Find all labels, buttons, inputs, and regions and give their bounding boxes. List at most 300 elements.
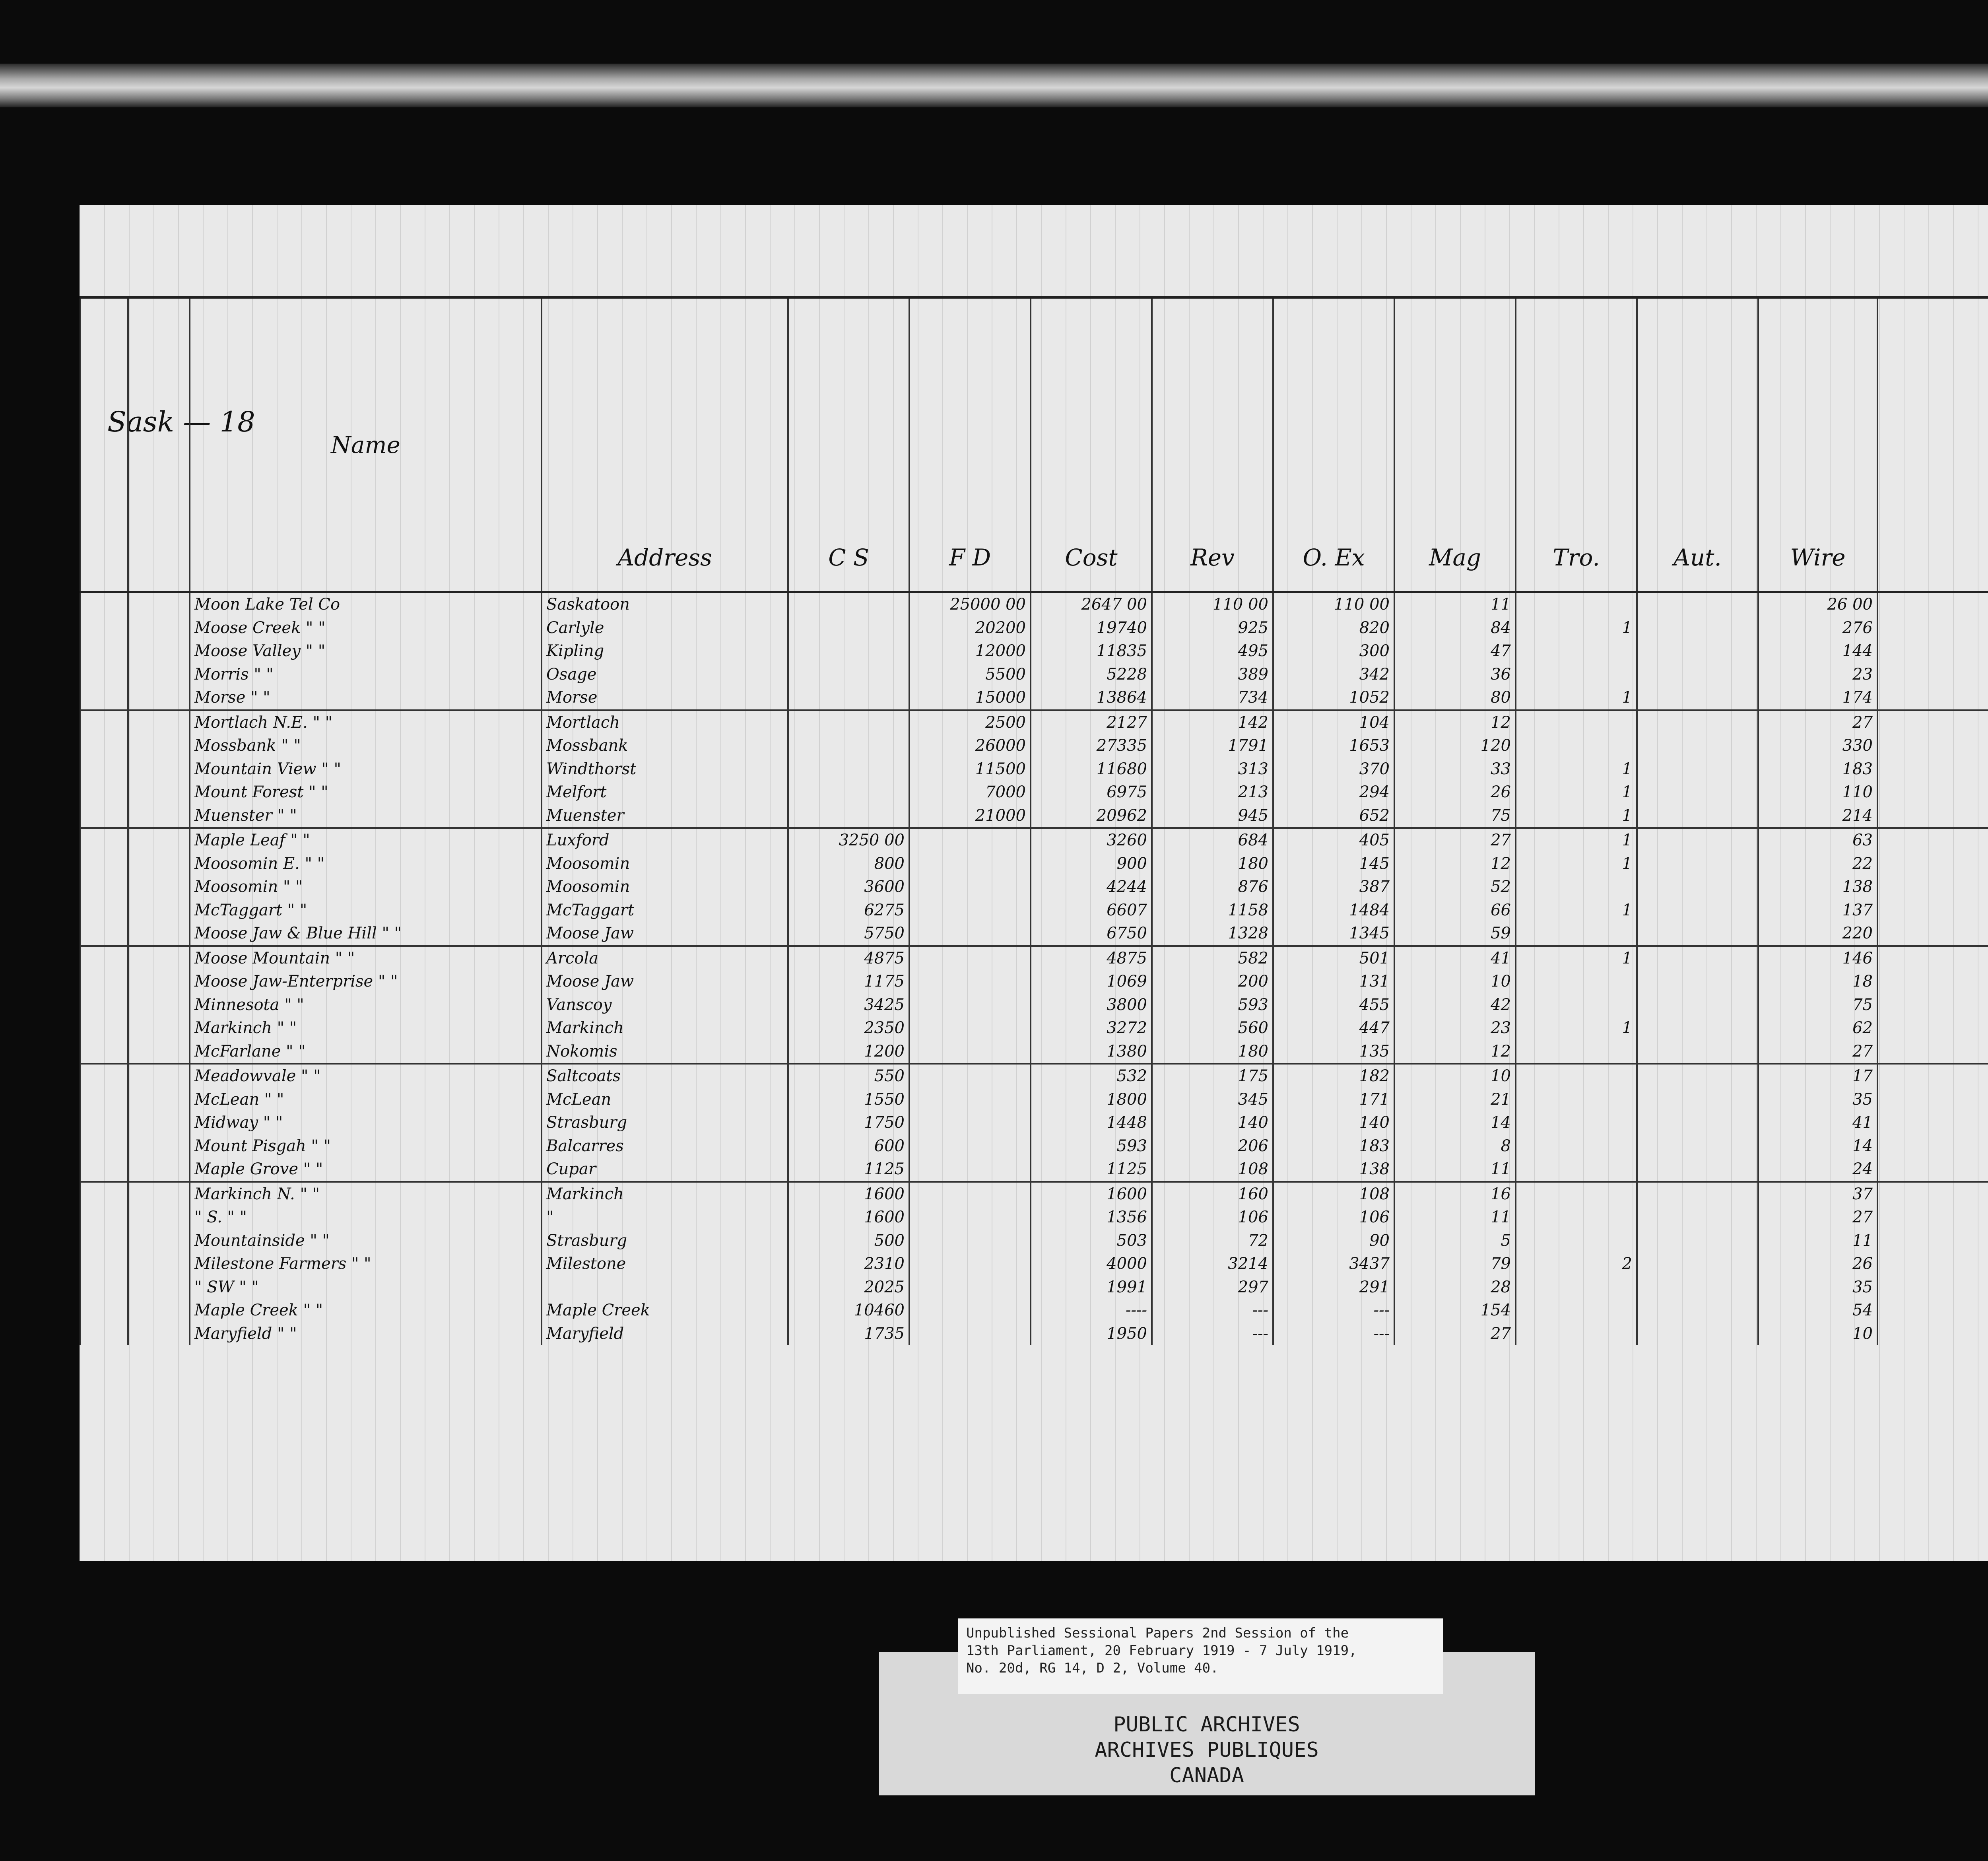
cell-name: Markinch N. " " [190,1182,542,1206]
cell-aut [1637,946,1758,970]
cell-name: Moose Mountain " " [190,946,542,970]
cell-rev: 180 [1152,852,1273,876]
cell-address: Strasburg [542,1111,788,1134]
cell-tro [1516,993,1637,1017]
cell-wire: 24 [1758,1158,1877,1182]
cell-rev: 876 [1152,875,1273,899]
cell-name: Moosomin " " [190,875,542,899]
cell-oex: 1653 [1273,734,1394,758]
ledger-row [80,734,1988,758]
cell-aut [1637,616,1758,640]
cell-tro [1516,639,1637,663]
ledger-margin-cell [1877,1322,1988,1346]
ledger-row [80,804,1988,828]
cell-address: Carlyle [542,616,788,640]
cell-mag: 66 [1394,899,1516,922]
cell-mag: 16 [1394,1182,1516,1206]
ledger-margin-cell [1877,946,1988,970]
cell-aut [1637,993,1758,1017]
ledger-margin-cell [1877,1040,1988,1064]
cell-tro [1516,875,1637,899]
ledger-margin-cell [1877,1182,1988,1206]
cell-rev: 140 [1152,1111,1273,1134]
column-header-address: Address [542,297,788,592]
cell-mag: 79 [1394,1252,1516,1276]
cell-mag: 27 [1394,828,1516,852]
cell-address: Moosomin [542,875,788,899]
cell-address: Saltcoats [542,1064,788,1088]
cell-cs [788,804,909,828]
cell-fd: 11500 [909,758,1031,781]
cell-cs [788,639,909,663]
cell-rev: 313 [1152,758,1273,781]
ledger-row [80,828,1988,852]
ledger-margin-cell [80,1229,128,1253]
cell-name: McLean " " [190,1088,542,1111]
cell-wire: 63 [1758,828,1877,852]
ledger-margin-cell [80,922,128,946]
cell-tro [1516,1134,1637,1158]
column-header-oex: O. Ex [1273,297,1394,592]
ledger-margin-cell [128,758,190,781]
cell-cost: 4875 [1031,946,1152,970]
cell-fd [909,1276,1031,1299]
cell-cs: 500 [788,1229,909,1253]
cell-wire: 27 [1758,1040,1877,1064]
cell-rev: 200 [1152,970,1273,993]
cell-oex: --- [1273,1299,1394,1322]
cell-name: Midway " " [190,1111,542,1134]
cell-address: McLean [542,1088,788,1111]
column-header-name: Name [190,297,542,592]
ledger-margin-cell [128,1088,190,1111]
cell-tro: 1 [1516,804,1637,828]
ledger-margin-cell [80,1206,128,1229]
cell-oex: 140 [1273,1111,1394,1134]
cell-cost: 3272 [1031,1016,1152,1040]
ledger-margin-cell [128,1158,190,1182]
cell-oex: 405 [1273,828,1394,852]
cell-oex: 820 [1273,616,1394,640]
ledger-margin-cell [1877,710,1988,734]
cell-cs: 1200 [788,1040,909,1064]
column-header-cs: C S [788,297,909,592]
cell-address: Markinch [542,1182,788,1206]
cell-cs: 4875 [788,946,909,970]
ledger-margin-cell [128,970,190,993]
cell-aut [1637,1158,1758,1182]
cell-aut [1637,1252,1758,1276]
cell-name: Morse " " [190,686,542,710]
cell-name: McFarlane " " [190,1040,542,1064]
cell-tro [1516,734,1637,758]
cell-wire: 144 [1758,639,1877,663]
ledger-margin-cell [80,1088,128,1111]
ledger-margin-cell [128,1252,190,1276]
cell-aut [1637,639,1758,663]
cell-cs: 2025 [788,1276,909,1299]
ledger-margin-cell [1877,663,1988,686]
cell-mag: 12 [1394,710,1516,734]
cell-address: Maryfield [542,1322,788,1346]
cell-address: Markinch [542,1016,788,1040]
cell-address: Balcarres [542,1134,788,1158]
cell-rev: 684 [1152,828,1273,852]
cell-rev: 160 [1152,1182,1273,1206]
cell-mag: 154 [1394,1299,1516,1322]
cell-aut [1637,663,1758,686]
column-header-wire: Wire [1758,297,1877,592]
cell-oex: --- [1273,1322,1394,1346]
cell-fd [909,1182,1031,1206]
cell-tro [1516,970,1637,993]
cell-rev: 180 [1152,1040,1273,1064]
cell-aut [1637,1016,1758,1040]
column-header-tro: Tro. [1516,297,1637,592]
cell-fd: 7000 [909,781,1031,804]
ledger-row [80,616,1988,640]
cell-cost: 2127 [1031,710,1152,734]
ledger-row [80,946,1988,970]
cell-aut [1637,1182,1758,1206]
cell-mag: 12 [1394,852,1516,876]
cell-cs: 1175 [788,970,909,993]
sheet-label: Sask — 18 [107,406,255,438]
ledger-margin-cell [1877,734,1988,758]
ledger-margin-cell [80,1322,128,1346]
ledger-margin-cell [1877,1276,1988,1299]
cell-oex: 447 [1273,1016,1394,1040]
ledger-margin-cell [1877,758,1988,781]
cell-cost: 4244 [1031,875,1152,899]
cell-fd: 25000 00 [909,592,1031,616]
cell-cs: 3250 00 [788,828,909,852]
cell-aut [1637,758,1758,781]
cell-cs: 550 [788,1064,909,1088]
cell-rev: 734 [1152,686,1273,710]
archive-stamp-line: PUBLIC ARCHIVES [1113,1713,1300,1737]
ledger-margin-cell [1877,828,1988,852]
ledger-margin-cell [80,852,128,876]
cell-name: " SW " " [190,1276,542,1299]
ledger-margin-cell [80,663,128,686]
cell-address: Melfort [542,781,788,804]
cell-oex: 171 [1273,1088,1394,1111]
ledger-margin-cell [1877,1016,1988,1040]
cell-aut [1637,734,1758,758]
cell-mag: 27 [1394,1322,1516,1346]
cell-aut [1637,592,1758,616]
cell-fd [909,1088,1031,1111]
cell-mag: 26 [1394,781,1516,804]
ledger-margin-cell [80,1158,128,1182]
cell-rev: 206 [1152,1134,1273,1158]
ledger-margin-cell [128,781,190,804]
cell-name: Moose Creek " " [190,616,542,640]
ledger-margin-cell [80,686,128,710]
cell-cost: ---- [1031,1299,1152,1322]
ledger-margin-cell [80,616,128,640]
cell-name: Moon Lake Tel Co [190,592,542,616]
cell-oex: 183 [1273,1134,1394,1158]
ledger-row [80,1252,1988,1276]
cell-rev: 1328 [1152,922,1273,946]
ledger-row [80,758,1988,781]
cell-fd [909,1299,1031,1322]
cell-cost: 1069 [1031,970,1152,993]
cell-oex: 455 [1273,993,1394,1017]
cell-cost: 1125 [1031,1158,1152,1182]
archive-slip-line: Unpublished Sessional Papers 2nd Session of the [966,1625,1349,1641]
cell-oex: 300 [1273,639,1394,663]
cell-tro: 2 [1516,1252,1637,1276]
archive-slip-line: No. 20d, RG 14, D 2, Volume 40. [966,1660,1219,1676]
cell-address: McTaggart [542,899,788,922]
cell-tro [1516,1064,1637,1088]
archive-stamp-line: ARCHIVES PUBLIQUES [1095,1738,1319,1762]
ledger-margin-cell [1877,1064,1988,1088]
cell-mag: 52 [1394,875,1516,899]
ledger-row [80,993,1988,1017]
cell-aut [1637,686,1758,710]
cell-cs: 2350 [788,1016,909,1040]
cell-rev: 72 [1152,1229,1273,1253]
cell-wire: 137 [1758,899,1877,922]
cell-oex: 1345 [1273,922,1394,946]
ledger-row [80,1322,1988,1346]
cell-aut [1637,1111,1758,1134]
ledger-margin-cell [128,804,190,828]
cell-cost: 532 [1031,1064,1152,1088]
cell-address: Milestone [542,1252,788,1276]
ledger-margin-cell [128,710,190,734]
cell-name: Meadowvale " " [190,1064,542,1088]
cell-rev: 108 [1152,1158,1273,1182]
cell-rev: --- [1152,1299,1273,1322]
ledger-row [80,1299,1988,1322]
cell-cost: 19740 [1031,616,1152,640]
cell-fd [909,1111,1031,1134]
ledger-margin-cell [128,946,190,970]
ledger-row [80,922,1988,946]
cell-address: Luxford [542,828,788,852]
ledger-row [80,852,1988,876]
cell-wire: 10 [1758,1322,1877,1346]
cell-wire: 23 [1758,663,1877,686]
column-header-rev: Rev [1152,297,1273,592]
cell-name: McTaggart " " [190,899,542,922]
archive-slip [958,1618,1443,1694]
ledger-margin-cell [1877,852,1988,876]
cell-oex: 370 [1273,758,1394,781]
cell-cs [788,758,909,781]
cell-mag: 10 [1394,970,1516,993]
archive-slip-line: 13th Parliament, 20 February 1919 - 7 July 1919, [966,1643,1357,1659]
cell-fd [909,1252,1031,1276]
ledger-margin-cell [1877,1229,1988,1253]
cell-name: Markinch " " [190,1016,542,1040]
cell-name: Moose Jaw-Enterprise " " [190,970,542,993]
cell-oex: 104 [1273,710,1394,734]
cell-rev: 110 00 [1152,592,1273,616]
cell-wire: 138 [1758,875,1877,899]
cell-cs: 2310 [788,1252,909,1276]
ledger-margin-cell [128,922,190,946]
ledger-margin-cell [80,758,128,781]
ledger-margin-cell [128,899,190,922]
ledger-row [80,1158,1988,1182]
ledger-margin-cell [80,970,128,993]
ledger-margin-cell [80,1064,128,1088]
ledger-margin-cell [128,1111,190,1134]
ledger-row [80,1088,1988,1111]
cell-address: Windthorst [542,758,788,781]
cell-name: Mossbank " " [190,734,542,758]
ledger-row [80,1134,1988,1158]
cell-mag: 11 [1394,1206,1516,1229]
column-header [1877,297,1988,592]
ledger-margin-cell [128,852,190,876]
cell-fd [909,1322,1031,1346]
cell-address: Osage [542,663,788,686]
ledger-margin-cell [1877,1206,1988,1229]
cell-mag: 8 [1394,1134,1516,1158]
cell-address: Strasburg [542,1229,788,1253]
ledger-margin-cell [1877,686,1988,710]
cell-tro [1516,1040,1637,1064]
ledger-margin-cell [128,616,190,640]
ledger-margin-cell [128,993,190,1017]
cell-cs [788,686,909,710]
cell-wire: 17 [1758,1064,1877,1088]
cell-tro [1516,1111,1637,1134]
cell-oex: 291 [1273,1276,1394,1299]
cell-wire: 146 [1758,946,1877,970]
cell-cost: 11835 [1031,639,1152,663]
column-header-fd: F D [909,297,1031,592]
cell-mag: 11 [1394,592,1516,616]
cell-cost: 20962 [1031,804,1152,828]
cell-name: Milestone Farmers " " [190,1252,542,1276]
ledger-margin-cell [128,592,190,616]
cell-name: Mortlach N.E. " " [190,710,542,734]
cell-cs: 1600 [788,1206,909,1229]
cell-cs: 600 [788,1134,909,1158]
ledger-row [80,781,1988,804]
cell-fd [909,1064,1031,1088]
cell-cost: 593 [1031,1134,1152,1158]
ledger-margin-cell [1877,1134,1988,1158]
cell-fd [909,1040,1031,1064]
cell-rev: 389 [1152,663,1273,686]
ledger-margin-cell [1877,1252,1988,1276]
cell-cost: 6750 [1031,922,1152,946]
ledger-margin-cell [1877,781,1988,804]
cell-cost: 4000 [1031,1252,1152,1276]
cell-wire: 35 [1758,1088,1877,1111]
ledger-margin-cell [80,1299,128,1322]
ledger-margin-cell [1877,1111,1988,1134]
cell-aut [1637,875,1758,899]
ledger-margin-cell [128,1276,190,1299]
cell-fd [909,852,1031,876]
cell-tro [1516,1088,1637,1111]
cell-tro: 1 [1516,828,1637,852]
cell-aut [1637,1276,1758,1299]
cell-mag: 21 [1394,1088,1516,1111]
cell-mag: 59 [1394,922,1516,946]
ledger-margin-cell [128,828,190,852]
ledger-margin-cell [80,804,128,828]
ledger-margin-cell [128,639,190,663]
cell-oex: 106 [1273,1206,1394,1229]
cell-cost: 1800 [1031,1088,1152,1111]
cell-rev: 582 [1152,946,1273,970]
cell-oex: 387 [1273,875,1394,899]
cell-cost: 1950 [1031,1322,1152,1346]
cell-cost: 13864 [1031,686,1152,710]
cell-name: Mount Pisgah " " [190,1134,542,1158]
cell-rev: 297 [1152,1276,1273,1299]
ledger-margin-cell [128,1016,190,1040]
cell-wire: 174 [1758,686,1877,710]
ledger-margin-cell [1877,993,1988,1017]
ledger-margin-cell [1877,899,1988,922]
cell-cs: 1750 [788,1111,909,1134]
cell-address: Maple Creek [542,1299,788,1322]
ledger-row [80,875,1988,899]
cell-tro: 1 [1516,758,1637,781]
cell-fd [909,1158,1031,1182]
cell-name: Maple Creek " " [190,1299,542,1322]
cell-cost: 1356 [1031,1206,1152,1229]
cell-cost: 1991 [1031,1276,1152,1299]
cell-name: Moose Valley " " [190,639,542,663]
ledger-margin-cell [80,734,128,758]
ledger-row [80,1016,1988,1040]
cell-oex: 1484 [1273,899,1394,922]
cell-wire: 22 [1758,852,1877,876]
ledger-margin-cell [128,1299,190,1322]
cell-tro: 1 [1516,852,1637,876]
cell-aut [1637,1064,1758,1088]
cell-cs [788,710,909,734]
cell-fd: 21000 [909,804,1031,828]
cell-fd [909,1229,1031,1253]
cell-aut [1637,899,1758,922]
ledger-margin-cell [128,1134,190,1158]
cell-address: Nokomis [542,1040,788,1064]
cell-mag: 12 [1394,1040,1516,1064]
cell-aut [1637,1206,1758,1229]
cell-aut [1637,922,1758,946]
cell-mag: 120 [1394,734,1516,758]
cell-rev: 3214 [1152,1252,1273,1276]
ledger-row [80,663,1988,686]
cell-name: Mount Forest " " [190,781,542,804]
cell-mag: 28 [1394,1276,1516,1299]
cell-address: Moose Jaw [542,970,788,993]
ledger-row [80,1229,1988,1253]
cell-oex: 182 [1273,1064,1394,1088]
cell-oex: 108 [1273,1182,1394,1206]
ledger-margin-cell [1877,1158,1988,1182]
cell-mag: 11 [1394,1158,1516,1182]
cell-fd [909,828,1031,852]
ledger-margin-cell [1877,639,1988,663]
cell-cs: 3600 [788,875,909,899]
cell-tro [1516,1229,1637,1253]
